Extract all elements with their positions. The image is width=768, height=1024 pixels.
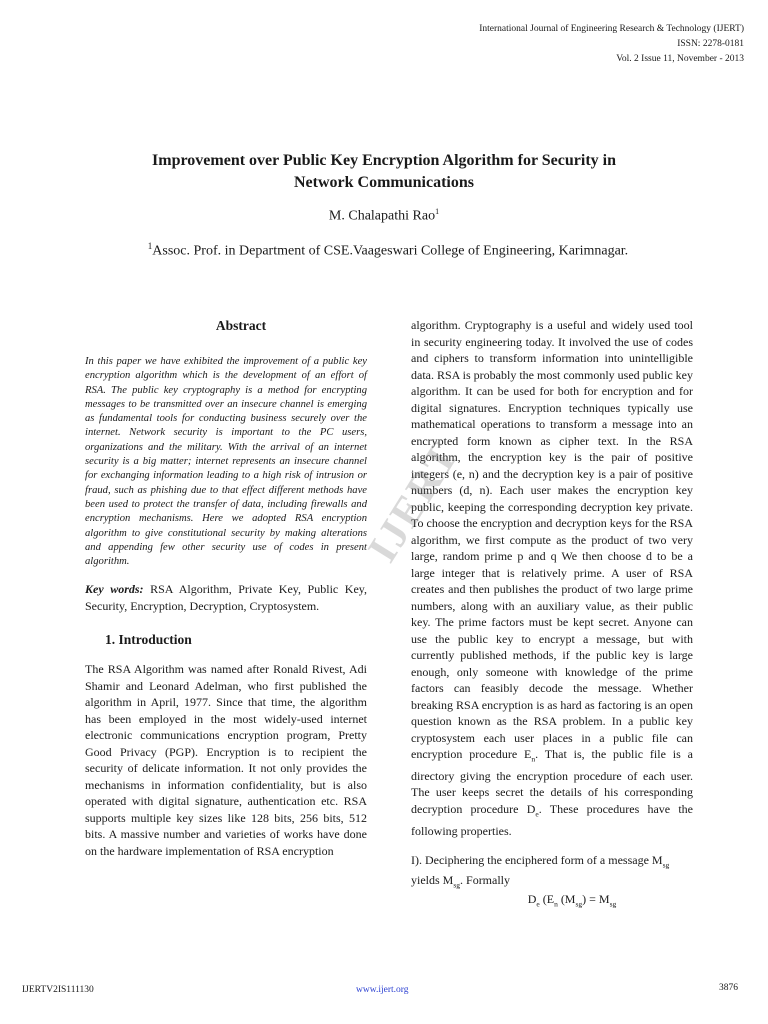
volume-issue: Vol. 2 Issue 11, November - 2013 xyxy=(616,54,744,64)
journal-name: International Journal of Engineering Research & Technology (IJERT) xyxy=(479,24,744,34)
subscript: sg xyxy=(453,880,461,890)
affiliation-text: Assoc. Prof. in Department of CSE.Vaageswari College of Engineering, Karimnagar. xyxy=(152,243,629,259)
introduction-heading: 1. Introduction xyxy=(105,632,192,648)
paragraph-text: . That is, the public file is a directory giving the encryption procedure of each user. The user keeps secret the details of his corresponding decryption procedure D xyxy=(411,747,693,816)
keywords xyxy=(85,581,367,614)
keywords-label: Key words: xyxy=(85,582,144,597)
keywords-text: RSA Algorithm, Private Key, Public Key, Security, Encryption, Decryption, Cryptosystem. xyxy=(85,582,367,613)
subscript: sg xyxy=(662,860,670,870)
author-superscript: 1 xyxy=(435,207,440,216)
paragraph-text: algorithm. Cryptography is a useful and widely used tool in security engineering today. It involved the use of codes and ciphers to transform information into unintelligible data. RSA is probably the most commonly used public key algorithm. It can be used for both for encryption and for digital signatures. Encryption techniques typically use mathematical operations to transform a message into an encrypted form known as cipher text. In the RSA algorithm, the encryption key is the pair of positive integers (e, n) and the decryption key is a pair of positive numbers (d, n). Each user makes the encryption key public, keeping the corresponding decryption key private. To choose the encryption and decryption keys for the RSA algorithm, we first compute as the product of two very large, random prime p and q We then choose d to be a large integer that is relatively prime. A user of RSA creates and then publishes the product of two large prime numbers, along with an auxiliary value, as their public key. The prime factors must be kept secret. Anyone can use the public key to encrypt a message, but with currently published methods, if the public key is large enough, only someone with knowledge of the prime factors can feasibly decode the message. Whether breaking RSA encryption is as hard as factoring is an open question known as the RSA problem. In a public key cryptosystem each user places in a public file can encryption procedure E xyxy=(411,318,693,761)
author xyxy=(0,207,768,225)
right-column xyxy=(411,317,693,908)
subscript: e xyxy=(535,809,539,819)
eq-part: ) = M xyxy=(582,892,610,907)
subscript: e xyxy=(536,899,540,909)
journal-header xyxy=(479,22,744,67)
item-text: . Formally xyxy=(460,872,511,887)
affiliation xyxy=(0,241,768,260)
item-text: yields M xyxy=(411,872,454,887)
author-name: M. Chalapathi Rao xyxy=(328,208,436,224)
paragraph-text: . These procedures have the following properties. xyxy=(411,801,693,838)
paper-title xyxy=(100,150,668,194)
title-line-1: Improvement over Public Key Encryption Algorithm for Security in xyxy=(152,152,616,169)
property-item xyxy=(411,853,693,892)
affiliation-superscript: 1 xyxy=(147,241,153,251)
abstract-text: In this paper we have exhibited the improvement of a public key encryption algorithm which is the development of an effort of RSA. The public key cryptography is a method for encrypting messages to be transmitted over an insecure channel is emerging as fundamental tools for conducting business securely over the internet. Network security is important to the PC users, organizations and the military. With the arrival of an internet security is a big matter; internet represents an insecure channel for exchanging information leading to a high risk of intrusion or fraud, such as phishing due to that effect different methods have been used to protect the transfer of data, including firewalls and encryption mechanisms. Here we adopted RSA encryption algorithm to give constitutional security by making alterations and appending few other security use of codes in present algorithm. xyxy=(85,356,367,568)
left-column xyxy=(85,318,367,859)
equation xyxy=(451,892,693,908)
eq-part: (E xyxy=(539,892,555,907)
eq-part: (M xyxy=(557,892,576,907)
page-number: 3876 xyxy=(719,983,738,993)
introduction-text: The RSA Algorithm was named after Ronald Rivest, Adi Shamir and Leonard Adelman, who first published the algorithm in April, 1977. Since that time, the algorithm has been employed in the most widely-used internet electronic communications encryption program, Pretty Good Privacy (PGP). Encryption is to recipient the security of delicate information. It not only provides the mechanisms in information confidentiality, but is also operated with digital signature, authentication etc. RSA supports multiple key sizes like 128 bits, 256 bits, 512 bits. A massive number and varieties of works have done on the hardware implementation of RSA encryption xyxy=(85,662,367,858)
subscript: n xyxy=(531,754,536,764)
abstract-heading: Abstract xyxy=(215,318,267,333)
subscript: sg xyxy=(609,899,617,909)
item-text: I). Deciphering the enciphered form of a message M xyxy=(411,853,663,868)
paper-id: IJERTV2IS111130 xyxy=(22,985,94,995)
right-column-paragraph xyxy=(411,317,693,839)
title-line-2: Network Communications xyxy=(294,174,474,191)
ijert-watermark: IJERT xyxy=(359,433,469,571)
website-link[interactable]: www.ijert.org xyxy=(356,985,409,995)
issn: ISSN: 2278-0181 xyxy=(677,39,744,49)
eq-part: D xyxy=(527,892,537,907)
subscript: n xyxy=(554,899,558,909)
subscript: sg xyxy=(575,899,583,909)
